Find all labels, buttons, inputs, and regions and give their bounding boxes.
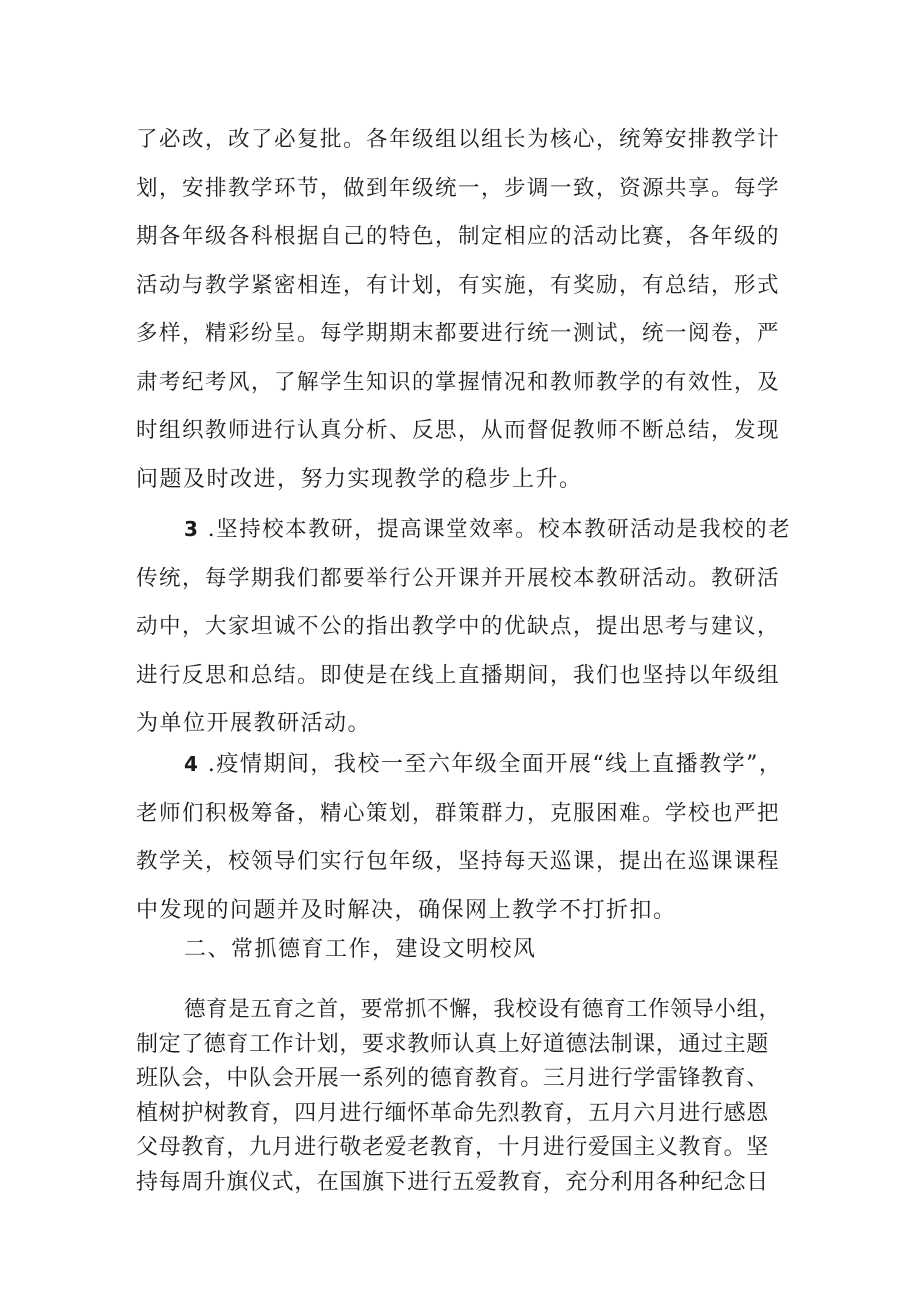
paragraph-line: 老师们积极筹备，精心策划，群策群力，克服困难。学校也严把 [136,800,781,826]
paragraph-line: 进行反思和总结。即使是在线上直播期间，我们也坚持以年级组 [136,662,781,688]
paragraph-line: 期各年级各科根据自己的特色，制定相应的活动比赛，各年级的 [136,224,781,249]
paragraph-line: 父母教育，九月进行敬老爱老教育，十月进行爱国主义教育。坚 [136,1135,769,1160]
section-heading-text: 二、常抓德育工作，建设文明校风 [184,937,537,962]
paragraph-line: 德育是五育之首，要常抓不懈，我校设有德育工作领导小组， [184,997,781,1022]
paragraph-line: 持每周升旗仪式，在国旗下进行五爱教育，充分利用各种纪念日 [136,1169,769,1195]
paragraph-line: 动中，大家坦诚不公的指出教学中的优缺点，提出思考与建议， [136,614,781,639]
paragraph-line: 中发现的问题并及时解决，确保网上教学不打折扣。 [136,897,677,923]
continued-paragraph [136,116,792,504]
paragraph-line: 活动与教学紧密相连，有计划，有实施，有奖励，有总结，形式 [136,272,781,298]
paragraph-line: 班队会，中队会开展一系列的德育教育。三月进行学雷锋教育、 [136,1066,769,1091]
paragraph-line: .坚持校本教研，提高课堂效率。校本教研活动是我校的老 [199,517,792,542]
paragraph-line: 传统，每学期我们都要举行公开课并开展校本教研活动。教研活 [136,565,781,591]
paragraph-line: 制定了德育工作计划，要求教师认真上好道德法制课，通过主题 [136,1031,769,1057]
paragraph-first-line [136,505,792,555]
paragraph-line: 时组织教师进行认真分析、反思，从而督促教师不断总结，发现 [136,418,781,443]
paragraph-line: .疫情期间，我校一至六年级全面开展“线上直播教学”， [199,752,783,777]
paragraph-line: 多样，精彩纷呈。每学期期末都要进行统一测试，统一阅卷，严 [136,321,781,346]
item-4-paragraph [136,740,792,935]
paragraph-line: 植树护树教育，四月进行缅怀革命先烈教育，五月六月进行感恩 [136,1100,769,1126]
section-heading [136,930,792,970]
item-number: 4 [184,752,200,776]
paragraph-line: 了必改，改了必复批。各年级组以组长为核心，统筹安排教学计 [136,127,781,152]
moral-education-paragraph [136,993,792,1200]
paragraph-line: 问题及时改进，努力实现教学的稳步上升。 [136,466,583,492]
paragraph-first-line [136,740,792,790]
item-3-paragraph [136,505,792,749]
paragraph-line: 划，安排教学环节，做到年级统一，步调一致，资源共享。每学 [136,175,781,201]
paragraph-line: 肃考纪考风，了解学生知识的掌握情况和教师教学的有效性，及 [136,369,781,395]
paragraph-line: 为单位开展教研活动。 [136,711,372,736]
item-number: 3 [184,517,200,541]
paragraph-line: 教学关，校领导们实行包年级，坚持每天巡课，提出在巡课课程 [136,849,781,874]
